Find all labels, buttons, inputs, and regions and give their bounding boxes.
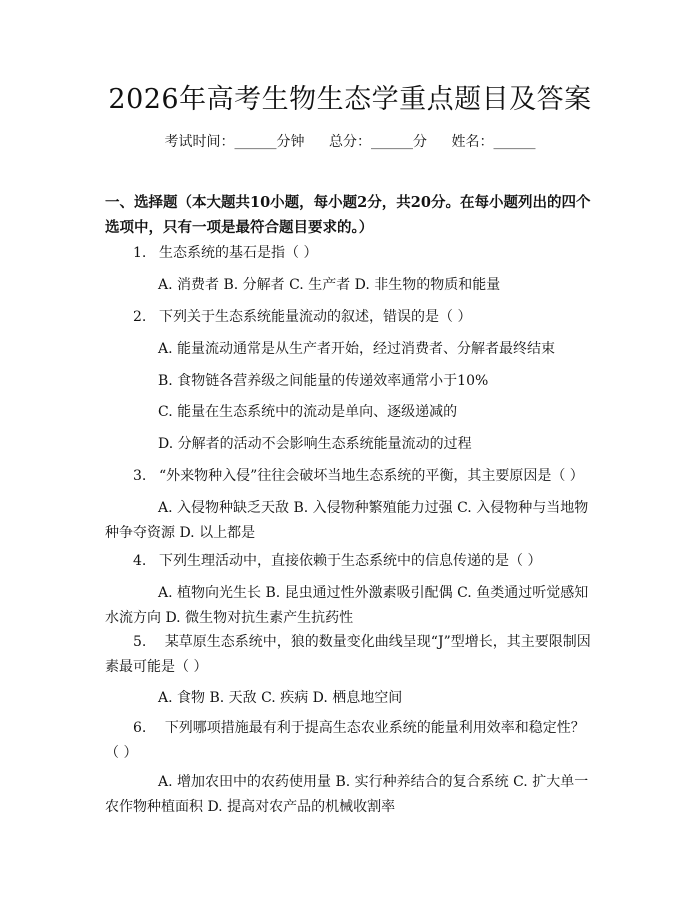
question-number: 2. bbox=[133, 309, 147, 325]
question-3-options: A. 入侵物种缺乏天敌 B. 入侵物种繁殖能力过强 C. 入侵物种与当地物种争夺资源 D. 以上都是 bbox=[105, 500, 589, 541]
question-2 bbox=[133, 307, 472, 327]
question-1-options: A. 消费者 B. 分解者 C. 生产者 D. 非生物的物质和能量 bbox=[158, 277, 501, 293]
question-4-options: A. 植物向光生长 B. 昆虫通过性外激素吸引配偶 C. 鱼类通过听觉感知水流方向 D. 微生物对抗生素产生抗药性 bbox=[105, 585, 589, 626]
exam-meta bbox=[0, 132, 700, 152]
question-number: 3. bbox=[133, 468, 147, 484]
student-name-field: 姓名：______ bbox=[451, 134, 536, 150]
question-text: “外来物种入侵”往往会破坏当地生态系统的平衡，其主要原因是（ ） bbox=[159, 468, 584, 484]
question-number: 6. bbox=[133, 720, 147, 736]
question-1 bbox=[133, 243, 318, 263]
question-5 bbox=[105, 630, 595, 680]
question-6-options: A. 增加农田中的农药使用量 B. 实行种养结合的复合系统 C. 扩大单一农作物种植面积 D. 提高对农产品的机械收割率 bbox=[105, 774, 589, 815]
question-number: 1. bbox=[133, 245, 147, 261]
question-6 bbox=[105, 716, 595, 766]
question-3 bbox=[133, 466, 584, 486]
question-text: 下列关于生态系统能量流动的叙述，错误的是（ ） bbox=[159, 309, 472, 325]
question-text: 生态系统的基石是指（ ） bbox=[159, 245, 318, 261]
question-2-option-d: D. 分解者的活动不会影响生态系统能量流动的过程 bbox=[158, 436, 472, 452]
question-text: 下列哪项措施最有利于提高生态农业系统的能量利用效率和稳定性？（ ） bbox=[105, 720, 585, 761]
exam-title: 2026年高考生物生态学重点题目及答案 bbox=[108, 84, 592, 115]
total-score-field: 总分：______分 bbox=[329, 134, 427, 150]
question-2-option-a: A. 能量流动通常是从生产者开始，经过消费者、分解者最终结束 bbox=[158, 341, 556, 357]
exam-time-field: 考试时间：______分钟 bbox=[164, 134, 305, 150]
question-text: 某草原生态系统中，狼的数量变化曲线呈现“J”型增长，其主要限制因素最可能是（ ） bbox=[105, 634, 591, 675]
question-text: 下列生理活动中，直接依赖于生态系统中的信息传递的是（ ） bbox=[159, 553, 542, 569]
question-5-options: A. 食物 B. 天敌 C. 疾病 D. 栖息地空间 bbox=[158, 690, 403, 706]
question-4 bbox=[133, 551, 542, 571]
question-2-option-c: C. 能量在生态系统中的流动是单向、逐级递减的 bbox=[158, 404, 458, 420]
question-2-option-b: B. 食物链各营养级之间能量的传递效率通常小于10% bbox=[158, 373, 489, 389]
question-number: 4. bbox=[133, 553, 147, 569]
question-number: 5. bbox=[133, 634, 147, 650]
section-heading: 一、选择题（本大题共10小题，每小题2分，共20分。在每小题列出的四个选项中，只有一项是最符合题目要求的。） bbox=[105, 194, 591, 236]
